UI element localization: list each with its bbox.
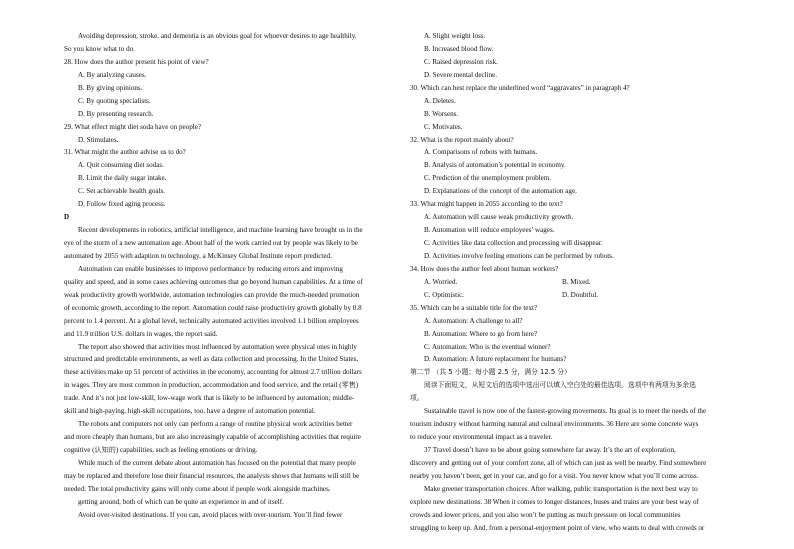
text-line: crowds and lower prices, and you also won’t be putting as much pressure on local communities [410, 510, 681, 519]
text-line: A. Deletes. [424, 96, 456, 105]
text-line: explore new destinations. 38 When it comes to longer distances, buses and trains are your best way of [410, 497, 699, 506]
text-line: eye of the storm of a new automation age. About half of the work carried out by people was likely to be [64, 239, 358, 247]
text-line: and 11.9 trillion U.S. dollars in wages, the report said. [64, 329, 218, 338]
text-line: D. Activities involve feeling emotions can be performed by robots. [424, 251, 614, 260]
text-line: D [64, 213, 70, 222]
text-line: B. Automation: Where to go from here? [424, 329, 538, 338]
text-line: The report also showed that activities most influenced by automation were physical ones in highly [78, 342, 357, 351]
text-line: C. By quoting specialists. [78, 96, 151, 105]
text-line: D. Explanations of the concept of the automation age. [424, 187, 577, 196]
option-item: D. Doubtful. [562, 290, 599, 299]
text-line: C. Prediction of the unemployment problem. [424, 174, 552, 183]
text-line: A. By analyzing causes. [78, 70, 147, 79]
text-line: in wages. They are most common in production, accommodation and food service, and the retail (零售) [64, 381, 359, 390]
text-line: 30. Which can best replace the underlined word “aggravates” in paragraph 4? [410, 83, 630, 92]
text-line: these activities make up 51 percent of activities in the economy, accounting for almost 2.7 trillion dollars [64, 368, 362, 377]
text-line: C. Set achievable health goals. [78, 187, 166, 196]
right-column [410, 30, 732, 535]
text-line: A. Comparisons of robots with humans. [424, 148, 538, 157]
text-line: D. Severe mental decline. [424, 70, 498, 79]
text-line: 33. What might happen in 2055 according to the text? [410, 200, 563, 209]
text-line: B. Limit the daily sugar intake. [78, 174, 167, 183]
text-line: 35. Which can be a suitable title for the text? [410, 303, 538, 312]
text-line: B. Analysis of automation’s potential in economy. [424, 161, 566, 170]
text-line: 28. How does the author present his point of view? [64, 57, 209, 66]
text-line: tourism industry without harming natural and cultural environments. 36 Here are some concrete ways [410, 420, 699, 429]
text-line: 32. What is the report mainly about? [410, 135, 514, 144]
text-line: Automation can enable businesses to improve performance by reducing errors and improving [78, 264, 343, 273]
text-line: C. Automation: Who is the eventual winner? [424, 342, 551, 351]
text-line: B. Automation will reduce employees’ wages. [424, 226, 555, 235]
text-line: 37 Travel doesn’t have to be about going somewhere far away. It’s the art of exploration, [424, 446, 676, 454]
text-line: nearby you haven’t been, get in your car, and go for a visit. You never know what you’ll come across. [410, 471, 699, 480]
text-line: The robots and computers not only can perform a range of routine physical work activities better [78, 420, 353, 429]
text-line: B. Increased blood flow. [424, 44, 494, 53]
text-line: 第二节 （共 5 小题；每小题 2.5 分，满分 12.5 分） [410, 368, 571, 377]
text-line: getting around, both of which can be quite an experience in and of itself. [78, 497, 284, 506]
text-line: A. Automation: A challenge to all? [424, 316, 523, 325]
text-line: C. Activities like data collection and processing will disappear. [424, 239, 603, 247]
text-line: A. Slight weight loss. [424, 32, 486, 40]
text-line: and more cheaply than humans, but are also increasingly capable of accomplishing activities that require [64, 433, 361, 442]
option-item: A. Worried. [424, 277, 458, 286]
text-line: D. Automation: A future replacement for humans? [424, 355, 567, 364]
text-line: quality and speed, and in some cases achieving outcomes that go beyond human capabilities. At a time of [64, 277, 363, 286]
text-line: C. Motivates. [424, 122, 463, 131]
text-line: 29. What effect might diet soda have on people? [64, 122, 202, 131]
text-line: weak productivity growth worldwide, automation technologies can provide the much-needed promotion [64, 290, 360, 299]
text-line: D. Stimulates. [78, 135, 119, 144]
text-line: to reduce your environmental impact as a traveler. [410, 433, 553, 442]
text-line: A. Quit consuming diet sodas. [78, 161, 164, 170]
text-line: needed: The total productivity gains will only come about if people work alongside machines. [64, 484, 331, 493]
text-line: 31. What might the author advise us to do? [64, 148, 186, 157]
text-line: D. By presenting research. [78, 109, 154, 118]
text-line: may be replaced and therefore lose their financial resources, the analysis shows that humans will still be [64, 471, 360, 480]
text-line: B. By giving opinions. [78, 83, 143, 92]
text-line: skill and high-paying, high-skill occupations, too, have a degree of automation potential. [64, 407, 316, 416]
text-line: 阅读下面短文，从短文后的选项中选出可以填入空白处的最佳选项。选项中有两项为多余选 [424, 381, 696, 390]
text-line: cognitive (认知的) capabilities, such as feeling emotions or driving. [64, 446, 258, 454]
left-column [64, 30, 386, 522]
right-column-part-a [410, 30, 732, 276]
text-line: automated by 2055 with adaption to technology, a McKinsey Global Institute report predicted. [64, 251, 332, 260]
text-line: While much of the current debate about automation has focused on the potential that many people [78, 458, 356, 467]
text-line: Avoid over-visited destinations. If you can, avoid places with over-tourism. You’ll find fewer [78, 510, 343, 519]
right-column-part-b [410, 302, 732, 535]
text-line: A. Automation will cause weak productivity growth. [424, 213, 574, 222]
option-item: B. Mixed. [562, 277, 591, 286]
question-34-options [410, 276, 732, 302]
text-line: So you know what to do. [64, 44, 135, 53]
text-line: D. Follow fixed aging process. [78, 200, 166, 209]
text-line: structured and predictable environments, as well as data collection and processing. In the United States, [64, 355, 359, 364]
option-item: C. Optimistic. [424, 290, 465, 299]
text-line: Make greener transportation choices. After walking, public transportation is the next best way to [424, 484, 698, 493]
text-line: trade. And it’s not just low-skill, low-wage work that is likely to be influenced by automation; middle- [64, 394, 355, 403]
text-line: Recent developments in robotics, artificial intelligence, and machine learning have brought us in the [78, 226, 363, 235]
text-line: struggling to keep up. And, from a personal-enjoyment point of view, who wants to deal with crowds or [410, 523, 705, 532]
text-line: 项。 [410, 394, 424, 403]
text-line: B. Worsens. [424, 109, 459, 118]
text-line: Avoiding depression, stroke, and dementia is an obvious goal for whoever desires to age healthily. [78, 32, 357, 40]
text-line: discovery and getting out of your comfort zone, all of which can just as well be nearby. Find somewhere [410, 458, 707, 467]
text-line: percent to 1.4 percent. At a global level, technically automated activities involved 1.1 billion employees [64, 316, 359, 325]
text-line: 34. How does the author feel about human workers? [410, 264, 559, 273]
text-line: C. Raised depression risk. [424, 57, 498, 66]
text-line: Sustainable travel is now one of the fastest-growing movements. Its goal is to meet the needs of the [424, 407, 707, 416]
text-line: of economic growth, according to the report. Automation could raise productivity growth globally by 0.8 [64, 303, 362, 312]
